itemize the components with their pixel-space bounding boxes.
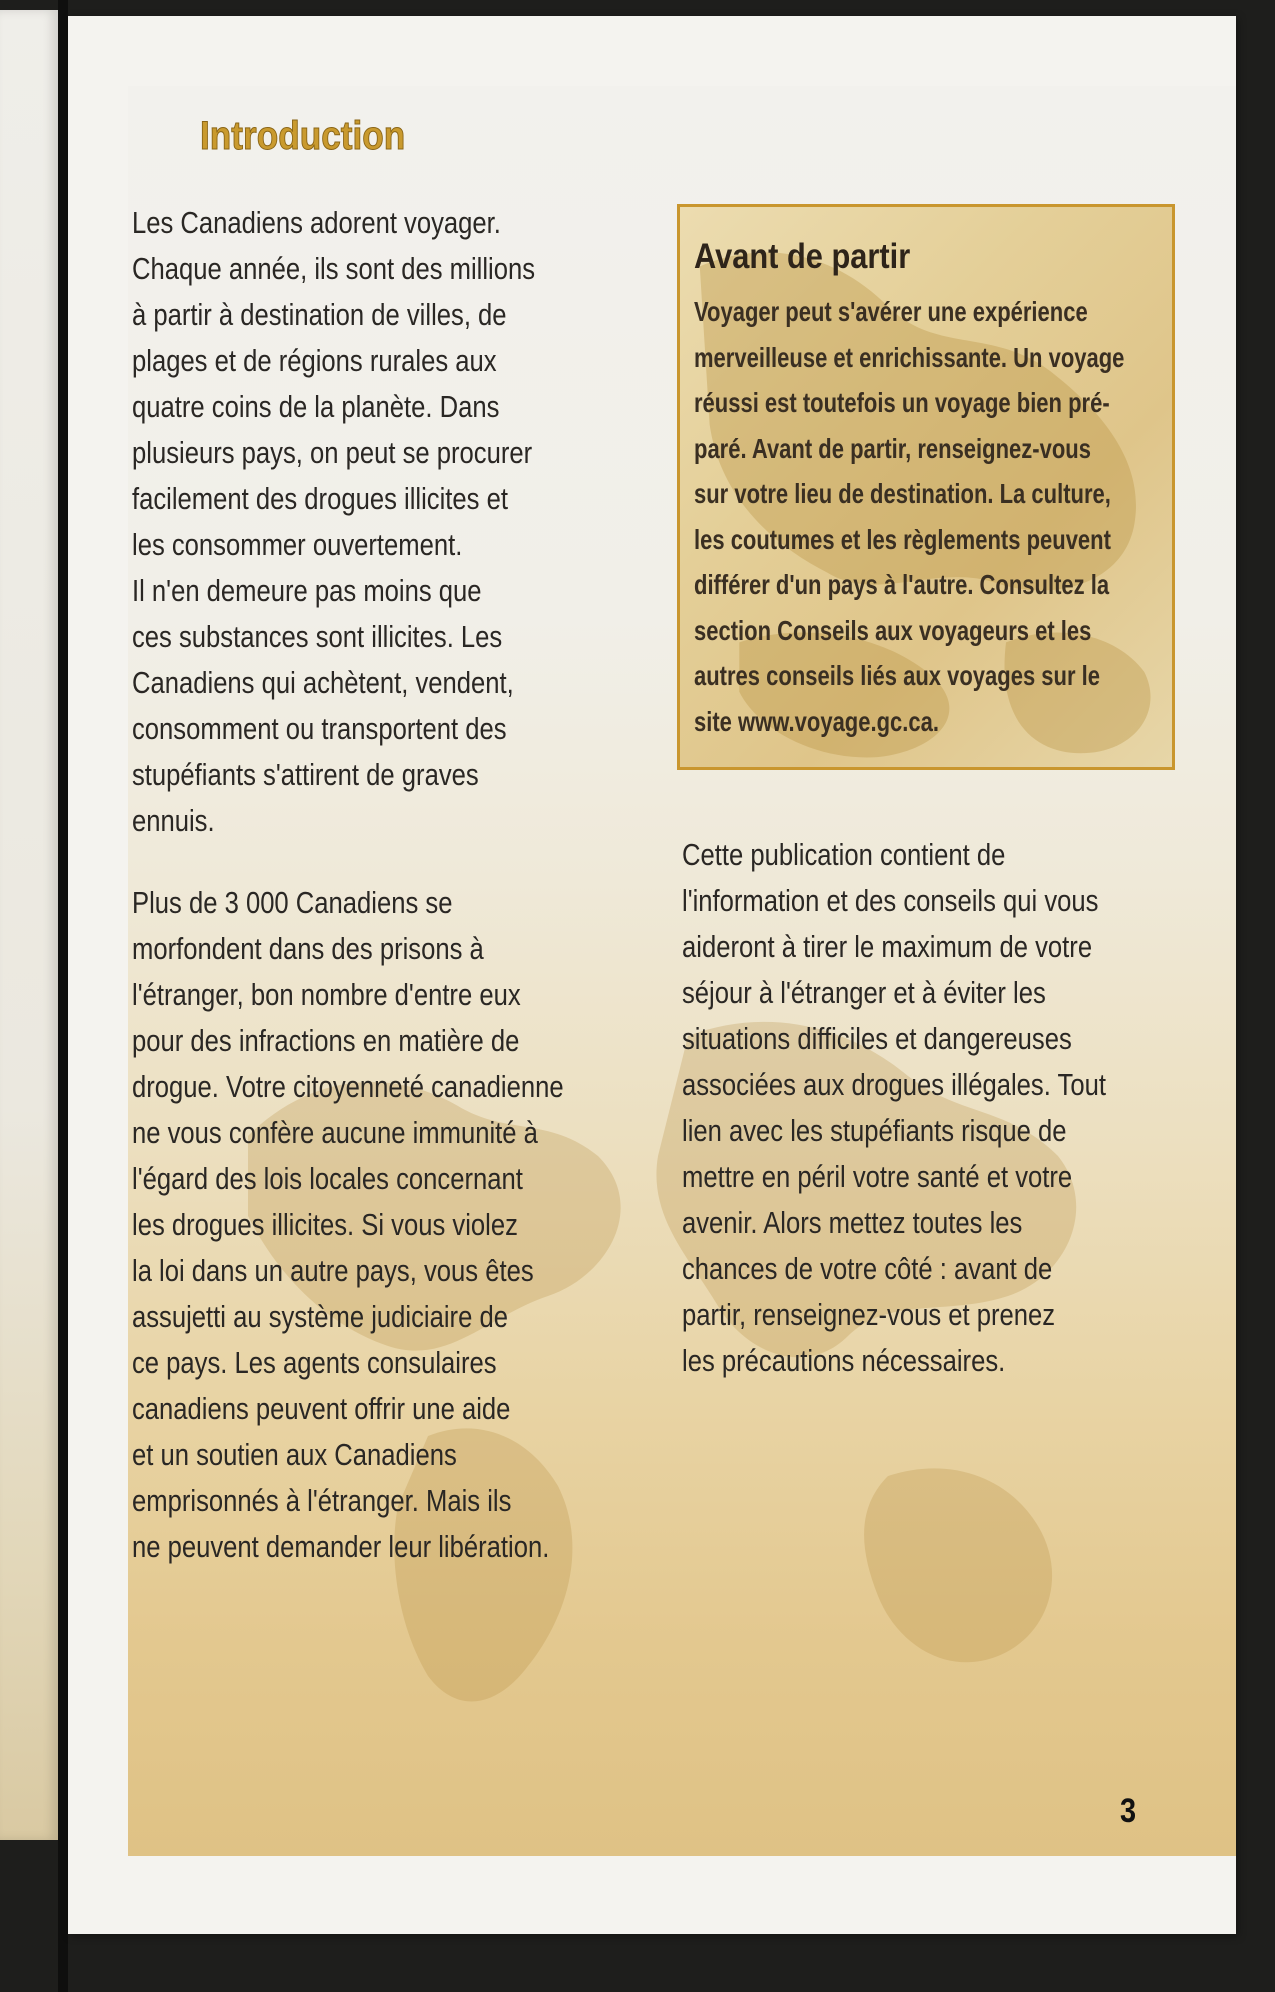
page-number: 3 <box>1120 1792 1137 1830</box>
intro-paragraph-1: Les Canadiens adorent voyager. Chaque année, ils sont des millions à partir à destination de villes, de plages et de régions rurales aux quatre coins de la planète. Dans plusieurs pays, on peut se procurer facilement des drogues illicites et les consommer ouvertement. Il n'en demeure pas moins que ces substances sont illicites. Les Canadiens qui achètent, vendent, consomment ou transportent des stupéfiants s'attirent de graves ennuis. <box>132 206 536 838</box>
sidebar-title: Avant de partir <box>694 237 911 276</box>
travel-website-link[interactable]: www.voyage.gc.ca. <box>738 705 939 737</box>
sidebar-box <box>677 204 1175 770</box>
intro-paragraph-2: Plus de 3 000 Canadiens se morfondent dans des prisons à l'étranger, bon nombre d'entre eux pour des infractions en matière de drogue. Votre citoyenneté canadienne ne vous confère aucune immunité à l'égard des lois locales concernant les drogues illicites. Si vous violez la loi dans un autre pays, vous êtes assujetti au système judiciaire de ce pays. Les agents consulaires canadiens peuvent offrir une aide et un soutien aux Canadiens emprisonnés à l'étranger. Mais ils ne peuvent demander leur libération. <box>132 886 564 1564</box>
sidebar-body: Voyager peut s'avérer une expérience merveilleuse et enrichissante. Un voyage réussi est toutefois un voyage bien pré- paré. Avant de partir, renseignez-vous sur votre lieu de destination. La culture, les coutumes et les règlements peuvent différer d'un pays à l'autre. Consultez la section Conseils aux voyageurs et les autres conseils liés aux voyages sur le site <box>694 296 1125 737</box>
publication-paragraph: Cette publication contient de l'information et des conseils qui vous aideront à tirer le maximum de votre séjour à l'étranger et à éviter les situations difficiles et dangereuses associées aux drogues illégales. Tout lien avec les stupéfiants risque de mettre en péril votre santé et votre avenir. Alors mettez toutes les chances de votre côté : avant de partir, renseignez-vous et prenez les précautions nécessaires. <box>682 838 1106 1378</box>
booklet-spine <box>58 0 68 1992</box>
page-title: Introduction <box>200 114 406 158</box>
previous-page-edge <box>0 10 58 1840</box>
sidebar-text <box>694 289 1166 744</box>
